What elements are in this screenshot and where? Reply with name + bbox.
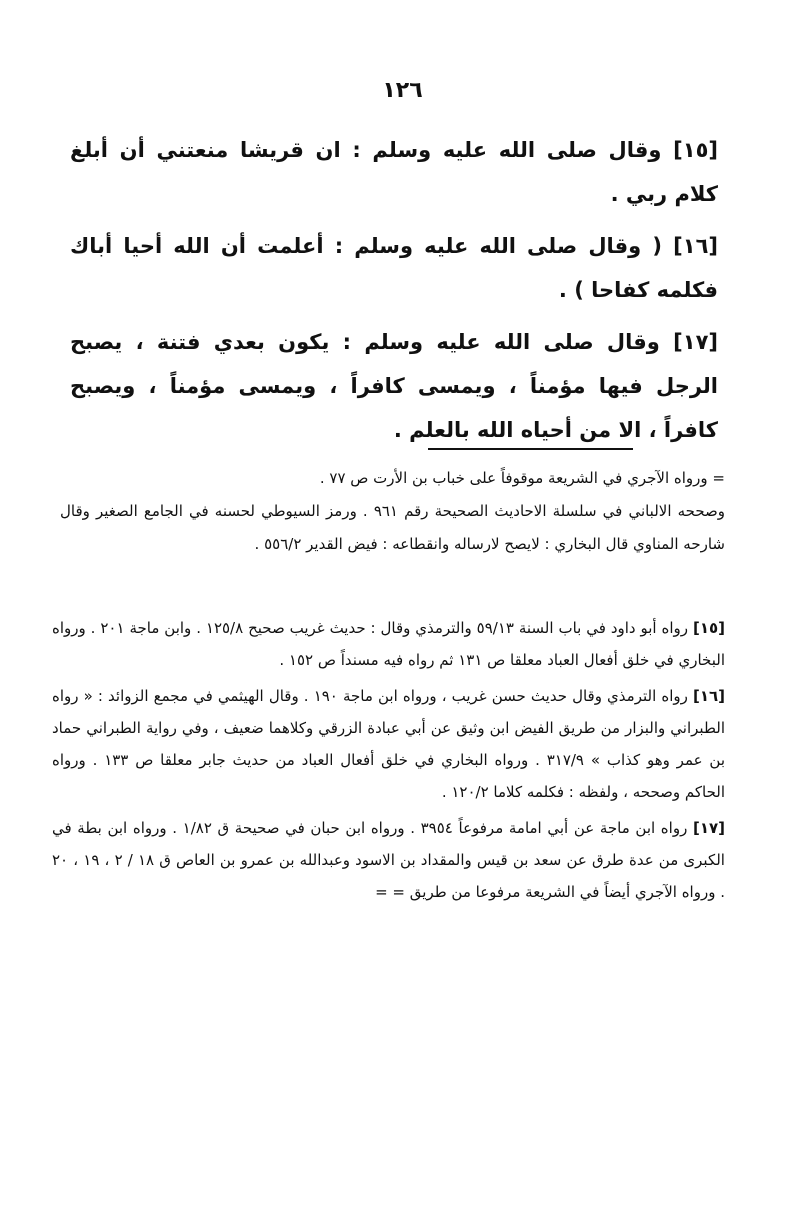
- main-text: [70, 128, 718, 460]
- hadith-paragraph: [70, 128, 718, 216]
- footnote-number: [١٥]: [692, 619, 725, 637]
- hadith-paragraph: [70, 224, 718, 312]
- page-number: ١٢٦: [382, 78, 423, 103]
- footnote-number: [١٦]: [692, 687, 725, 705]
- hadith-text: ( وقال صلى الله عليه وسلم : أعلمت أن الله أحيا أباك فكلمه كفاحا ) .: [70, 234, 718, 302]
- footnote-line: وصححه الالباني في سلسلة الاحاديث الصحيحة رقم ٩٦١ . ورمز السيوطي لحسنه في الجامع الصغير وقال شارحه المناوي قال البخاري : لايصح لارساله وانقطاعه : فيض القدير ٥٥٦/٢ .: [60, 502, 725, 553]
- footnote-number: [١٧]: [692, 819, 725, 837]
- hadith-number: [١٧]: [673, 330, 719, 354]
- footnote-continuation: [60, 462, 725, 561]
- hadith-text: وقال صلى الله عليه وسلم : يكون بعدي فتنة ، يصبح الرجل فيها مؤمناً ، ويمسى كافراً ، ويمسى مؤمناً ، ويصبح كافراً ، الا من أحياه الله بالعلم .: [70, 330, 718, 442]
- hadith-number: [١٦]: [673, 234, 718, 258]
- hadith-paragraph: [70, 320, 718, 452]
- hadith-text: وقال صلى الله عليه وسلم : ان قريشا منعتني أن أبلغ كلام ربي .: [70, 138, 718, 206]
- hadith-number: [١٥]: [673, 138, 718, 162]
- footnote-text: رواه ابن ماجة عن أبي امامة مرفوعاً ٣٩٥٤ . ورواه ابن حبان في صحيحة ق ١/٨٢ . ورواه ابن بطة في الكبرى من عدة طرق عن سعد بن قيس والمقداد بن الاسود وعبدالله بن عمرو بن العاص ق ١٨ / ٢ ، ١٩ ، ٢٠ . ورواه الآجري أيضاً في الشريعة مرفوعا من طريق = =: [52, 819, 725, 901]
- footnote-text: رواه أبو داود في باب السنة ٥٩/١٣ والترمذي وقال : حديث غريب صحيح ١٢٥/٨ . وابن ماجة ٢٠١ . ورواه البخاري في خلق أفعال العباد معلقا ص ١٣١ ثم رواه فيه مسنداً ص ١٥٢ .: [52, 619, 725, 669]
- footnote-text: رواه الترمذي وقال حديث حسن غريب ، ورواه ابن ماجة ١٩٠ . وقال الهيثمي في مجمع الزوائد : « رواه الطبراني والبزار من طريق الفيض ابن وثيق عن أبي عبادة الزرقي وكلاهما ضعيف ، وفي رواية الطبراني حماد بن عمر وهو كذاب » ٣١٧/٩ . ورواه البخاري في خلق أفعال العباد من حديث جابر معلقا ص ١٣٣ . ورواه الحاكم وصححه ، ولفظه : فكلمه كلاما ١٢٠/٢ .: [52, 687, 726, 801]
- footnote-line: = ورواه الآجري في الشريعة موقوفاً على خباب بن الأرت ص ٧٧ .: [319, 469, 725, 487]
- footnote: [52, 680, 725, 808]
- footnote: [52, 612, 725, 676]
- footnote: [52, 812, 725, 908]
- footnote-separator: [428, 448, 633, 450]
- footnotes: [52, 612, 725, 912]
